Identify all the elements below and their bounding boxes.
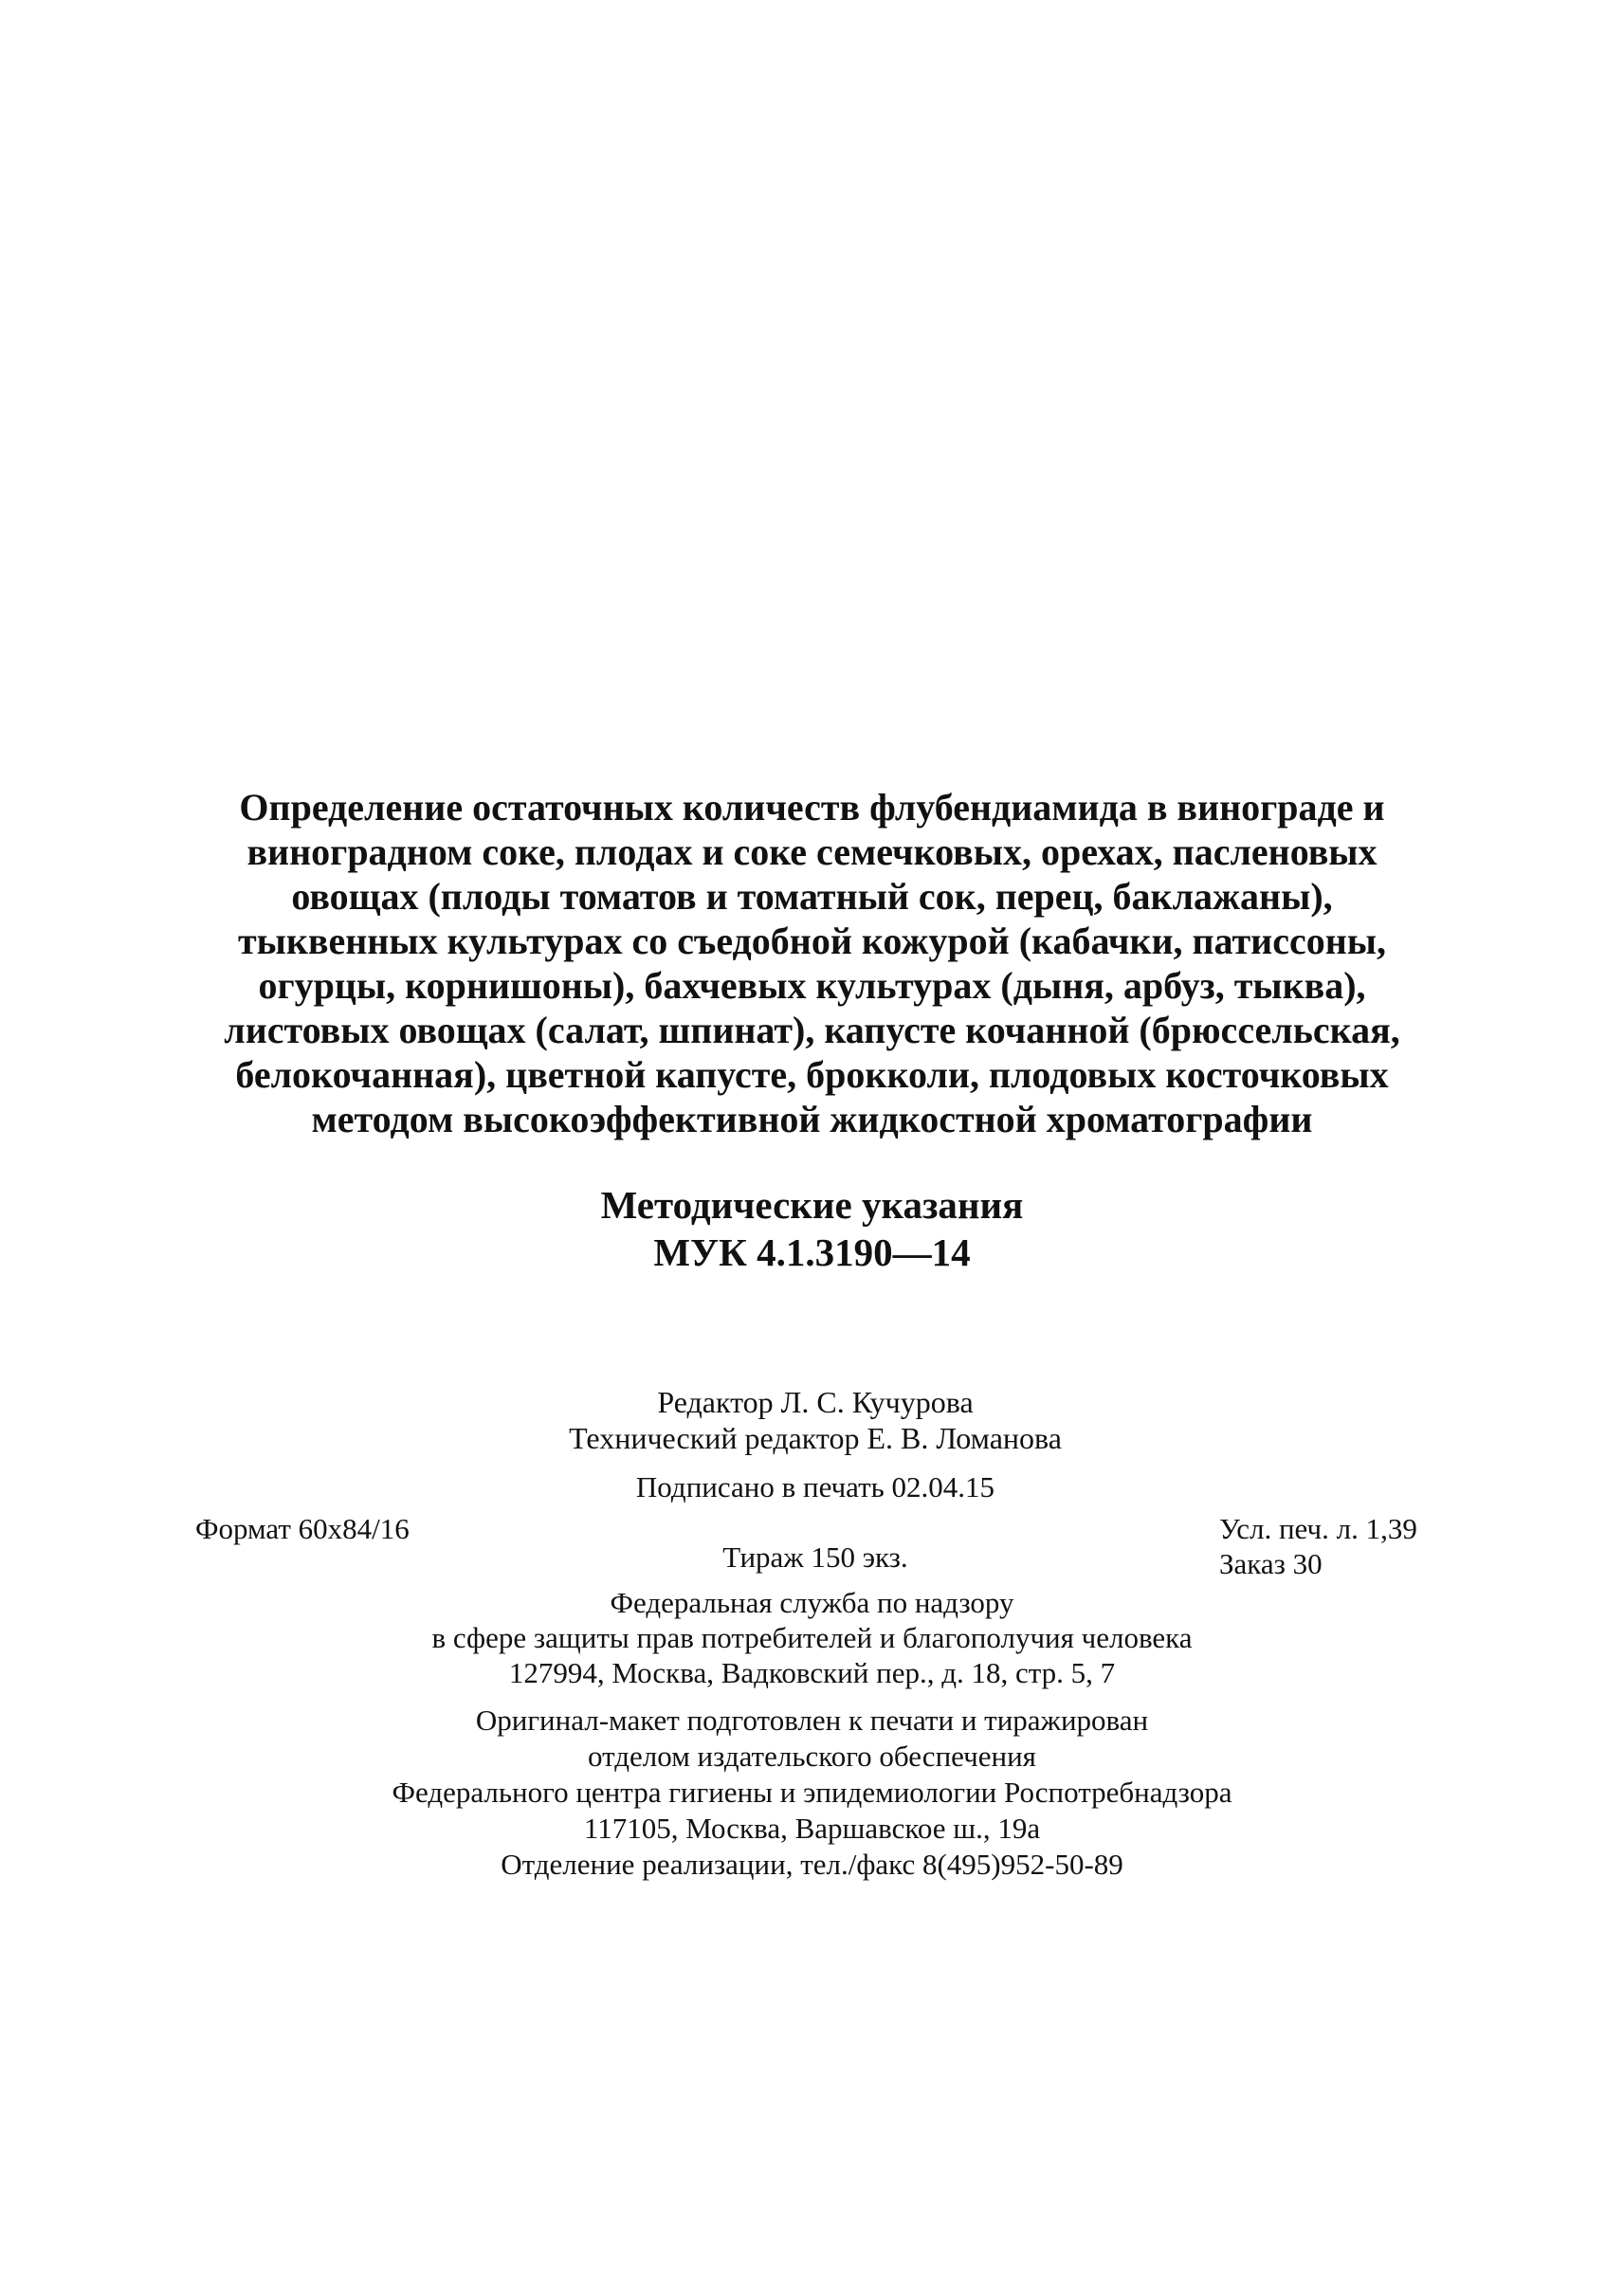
title-line: Определение остаточных количеств флубендиамида в винограде и: [239, 786, 1385, 829]
printed-sheets: Усл. печ. л. 1,39: [1219, 1512, 1417, 1545]
print-right-details: [1219, 1511, 1417, 1581]
document-type-block: [171, 1181, 1453, 1276]
prepress-block: [284, 1703, 1340, 1883]
prepress-line: отделом издательского обеспечения: [588, 1740, 1036, 1773]
publisher-block: [284, 1585, 1340, 1690]
signed-for-print: Подписано в печать 02.04.15: [635, 1470, 995, 1503]
prepress-line: Федерального центра гигиены и эпидемиологии Роспотребнадзора: [392, 1776, 1232, 1809]
editor-credit: Редактор Л. С. Кучурова: [657, 1385, 974, 1419]
tech-editor-credit: Технический редактор Е. В. Ломанова: [569, 1421, 1062, 1455]
title-line: овощах (плоды томатов и томатный сок, перец, баклажаны),: [291, 875, 1333, 918]
publisher-line: в сфере защиты прав потребителей и благополучия человека: [431, 1621, 1193, 1654]
publisher-address: 127994, Москва, Вадковский пер., д. 18, стр. 5, 7: [508, 1656, 1116, 1689]
print-center-details: [474, 1469, 1157, 1575]
prepress-address: 117105, Москва, Варшавское ш., 19а: [583, 1812, 1041, 1845]
publisher-line: Федеральная служба по надзору: [610, 1586, 1014, 1619]
order-number: Заказ 30: [1219, 1547, 1323, 1580]
title-line: методом высокоэффективной жидкостной хроматографии: [311, 1098, 1313, 1140]
circulation: Тираж 150 экз.: [722, 1540, 908, 1574]
document-number: МУК 4.1.3190—14: [653, 1230, 971, 1274]
title-line: огурцы, корнишоны), бахчевых культурах (дыня, арбуз, тыква),: [258, 964, 1366, 1007]
paper-format: Формат 60x84/16: [195, 1512, 410, 1545]
sales-contact: Отделение реализации, тел./факс 8(495)952-50-89: [501, 1848, 1123, 1881]
print-spacer: [474, 1504, 1157, 1540]
prepress-line: Оригинал-макет подготовлен к печати и тиражирован: [475, 1704, 1149, 1737]
title-line: листовых овощах (салат, шпинат), капусте кочанной (брюссельская,: [224, 1009, 1400, 1051]
document-title: [171, 785, 1453, 1141]
document-subtitle: Методические указания: [600, 1183, 1024, 1227]
editors-block: [474, 1384, 1157, 1456]
title-line: тыквенных культурах со съедобной кожурой (кабачки, патиссоны,: [237, 920, 1387, 962]
title-line: виноградном соке, плодах и соке семечковых, орехах, пасленовых: [246, 830, 1378, 873]
title-line: белокочанная), цветной капусте, брокколи, плодовых косточковых: [235, 1053, 1389, 1096]
